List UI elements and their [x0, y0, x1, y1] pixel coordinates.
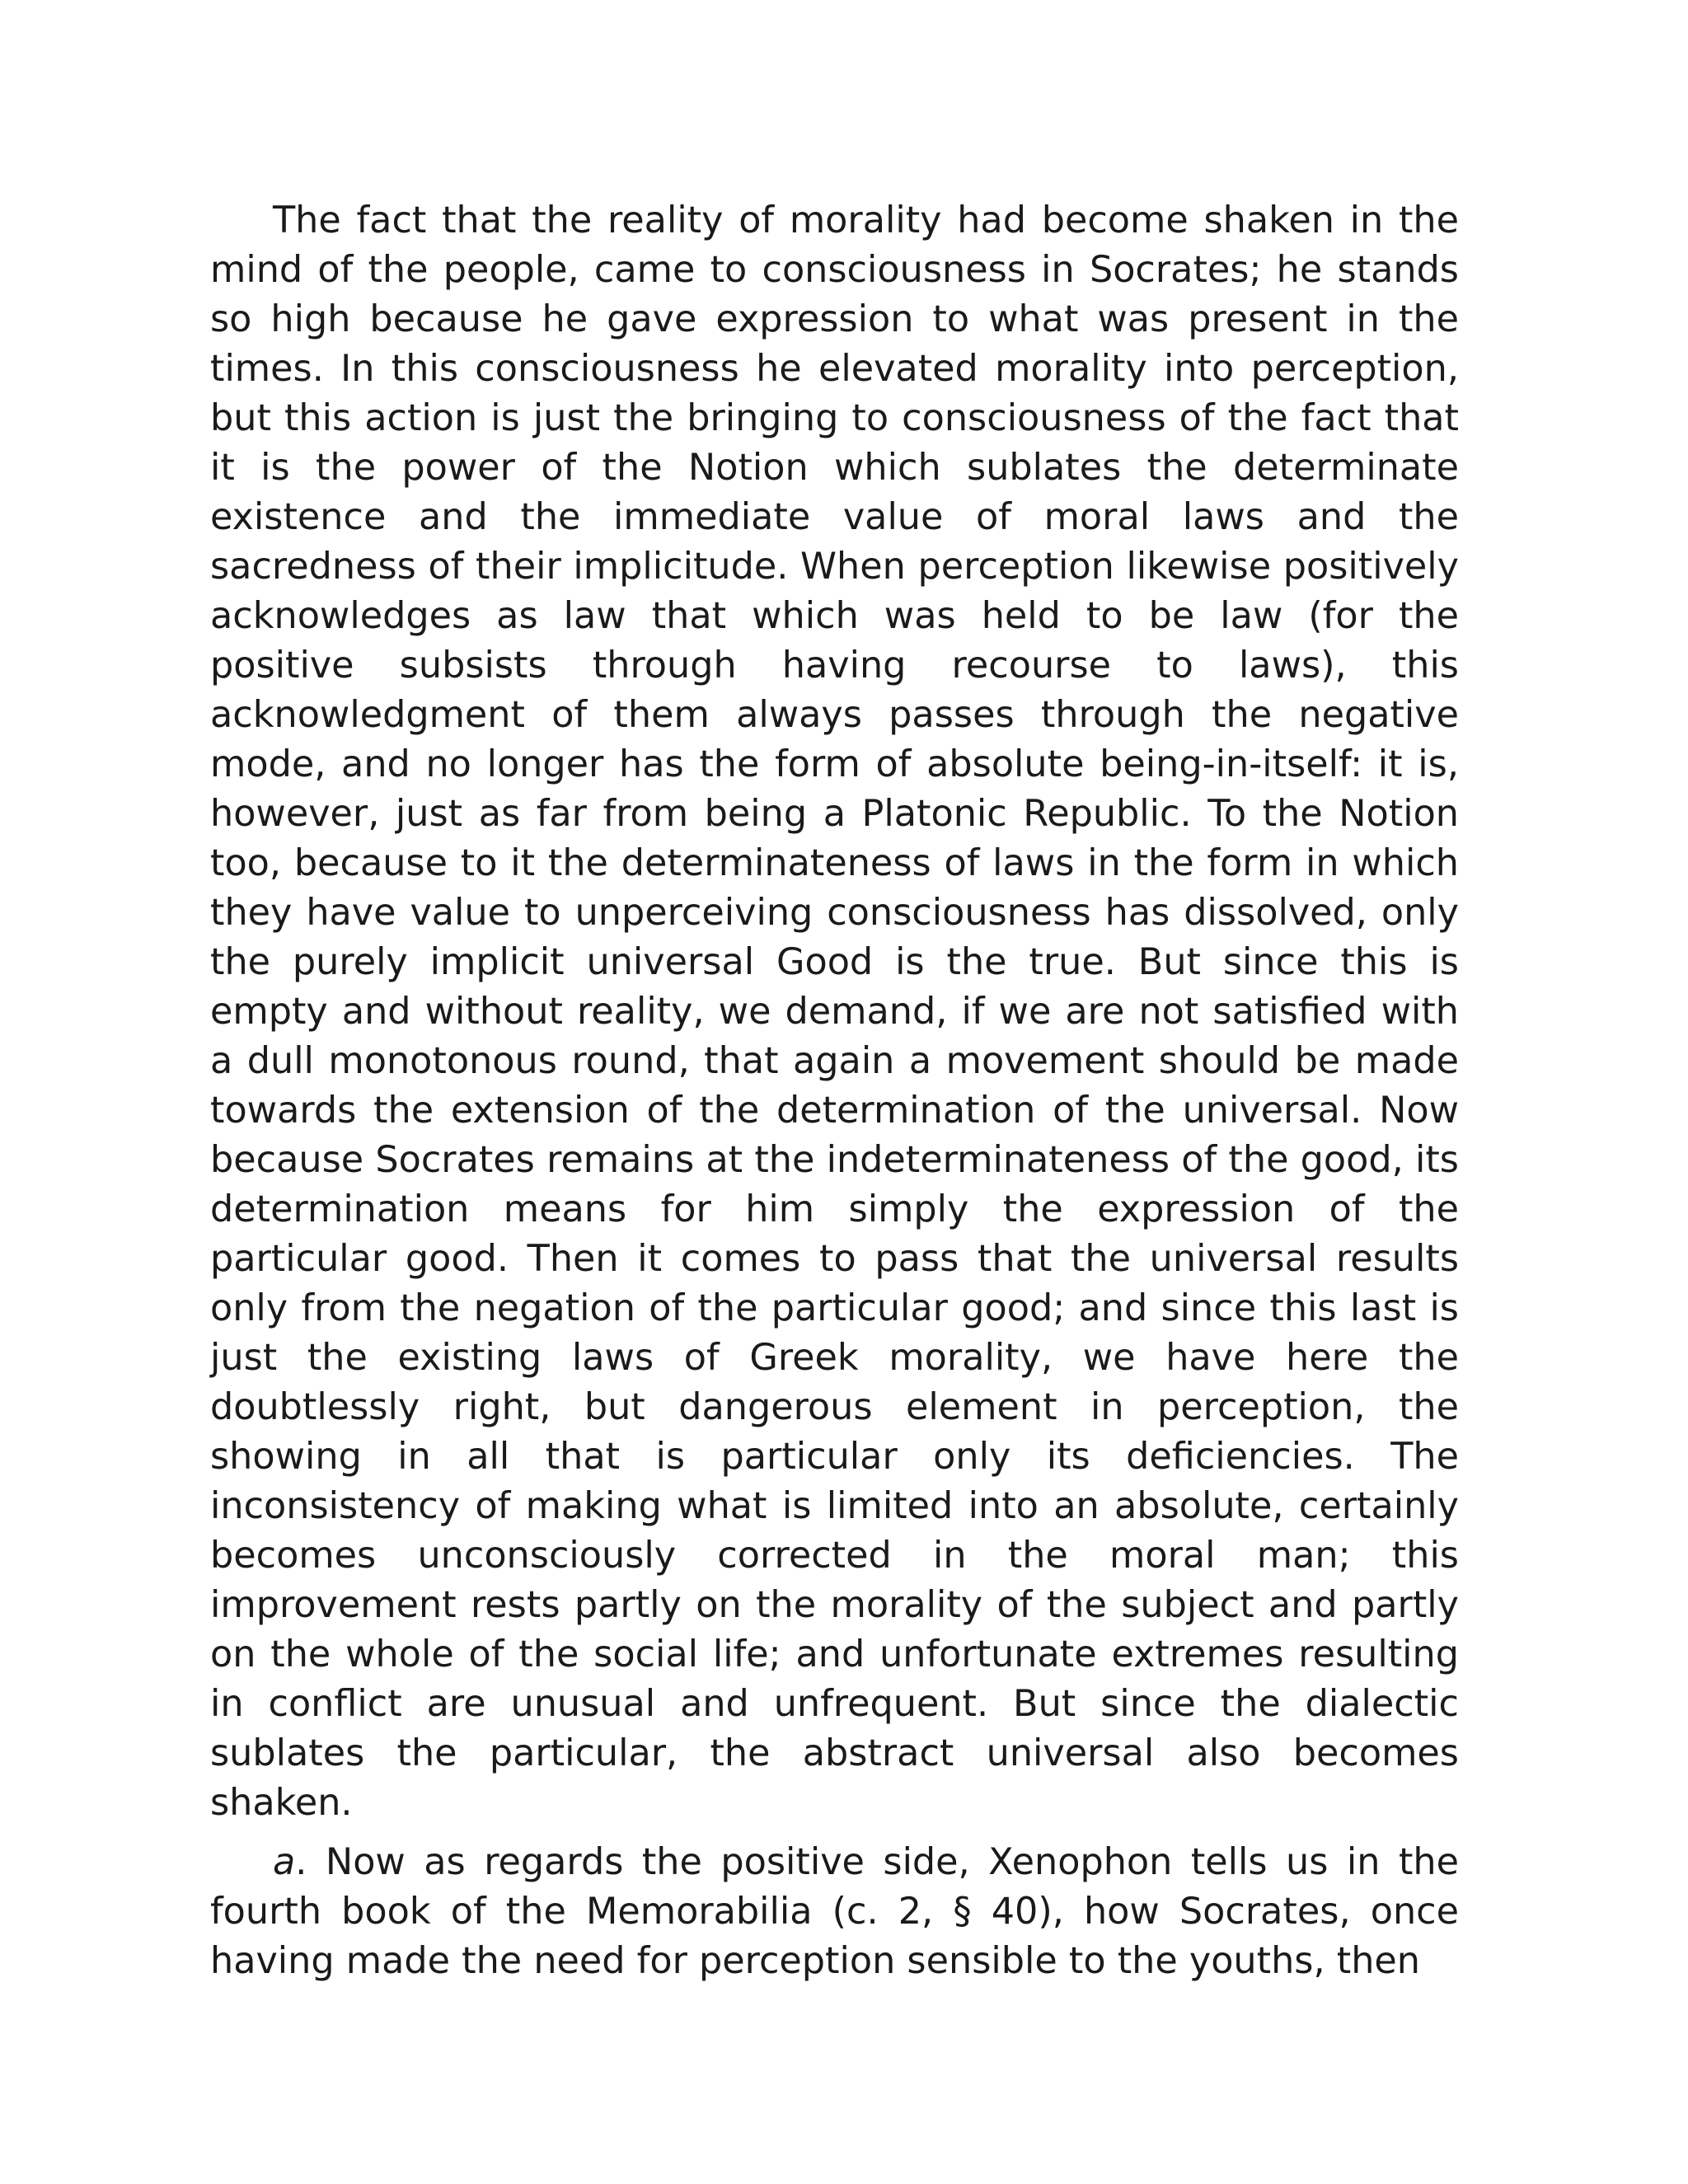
body-paragraph: The fact that the reality of morality had become shaken in the mind of the people, came to consciousness in Socrates; he stands so high because he gave expression to what was present in the times. In this consciousness he elevated morality into perception, but this action is just the bringing to consciousness of the fact that it is the power of the Notion which sublates the determinate existence and the immediate value of moral laws and the sacredness of their implicitude. When perception likewise positively acknowledges as law that which was held to be law (for the positive subsists through having recourse to laws), this acknowledgment of them always passes through the negative mode, and no longer has the form of absolute being-in-itself: it is, however, just as far from being a Platonic Republic. To the Notion too, because to it the determinateness of laws in the form in which they have value to unperceiving consciousness has dissolved, only the purely implicit universal Good is the true. But since this is empty and without reality, we demand, if we are not satisfied with a dull monotonous round, that again a movement should be made towards the extension of the determination of the universal. Now because Socrates remains at the indeterminateness of the good, its determination means for him simply the expression of the particular good. Then it comes to pass that the universal results only from the negation of the particular good; and since this last is just the existing laws of Greek morality, we have here the doubtlessly right, but dangerous element in perception, the showing in all that is particular only its deficiencies. The inconsistency of making what is limited into an absolute, certainly becomes unconsciously corrected in the moral man; this improvement rests partly on the morality of the subject and partly on the whole of the social life; and unfortunate extremes resulting in conflict are unusual and unfrequent. But since the dialectic sublates the particular, the abstract universal also becomes shaken.: [210, 199, 1459, 1824]
document-page: [210, 196, 1459, 1986]
section-marker: a: [273, 1841, 296, 1883]
body-paragraph: [210, 1838, 1459, 1986]
paragraph-text: . Now as regards the positive side, Xenophon tells us in the fourth book of the Memorabilia (c. 2, § 40), how Socrates, once having made the need for perception sensible to the youths, then: [210, 1841, 1459, 1982]
